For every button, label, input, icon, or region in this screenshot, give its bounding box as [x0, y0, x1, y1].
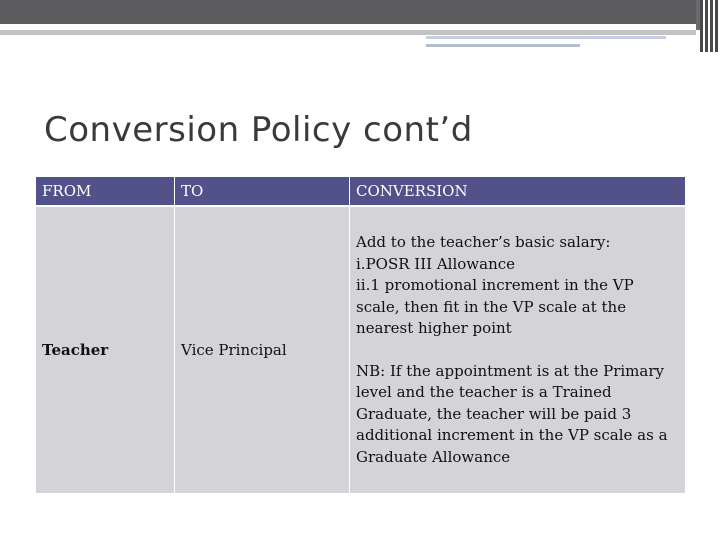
accent-line-long	[426, 36, 666, 39]
conversion-line-allowance: i.POSR III Allowance	[356, 254, 516, 273]
top-right-decorative-stripes	[700, 0, 720, 52]
table-row	[36, 206, 685, 493]
top-decorative-underline	[0, 30, 696, 35]
accent-line-short	[426, 44, 580, 47]
table-header-row	[36, 177, 685, 206]
top-decorative-bar	[0, 0, 696, 24]
cell-to: Vice Principal	[175, 206, 350, 493]
header-to: TO	[175, 177, 350, 206]
cell-conversion	[350, 206, 686, 493]
conversion-policy-table	[36, 177, 685, 493]
conversion-line-intro: Add to the teacher’s basic salary:	[356, 233, 611, 251]
cell-from: Teacher	[36, 206, 175, 493]
conversion-note: NB: If the appointment is at the Primary level and the teacher is a Trained Graduate, the teacher will be paid 3 additional increment in the VP scale as a Graduate Allowance	[356, 361, 668, 466]
header-conversion: CONVERSION	[350, 177, 686, 206]
header-from: FROM	[36, 177, 175, 206]
slide-title: Conversion Policy cont’d	[44, 110, 473, 150]
conversion-line-increment: ii.1 promotional increment in the VP scale, then fit in the VP scale at the nearest higher point	[356, 276, 634, 337]
